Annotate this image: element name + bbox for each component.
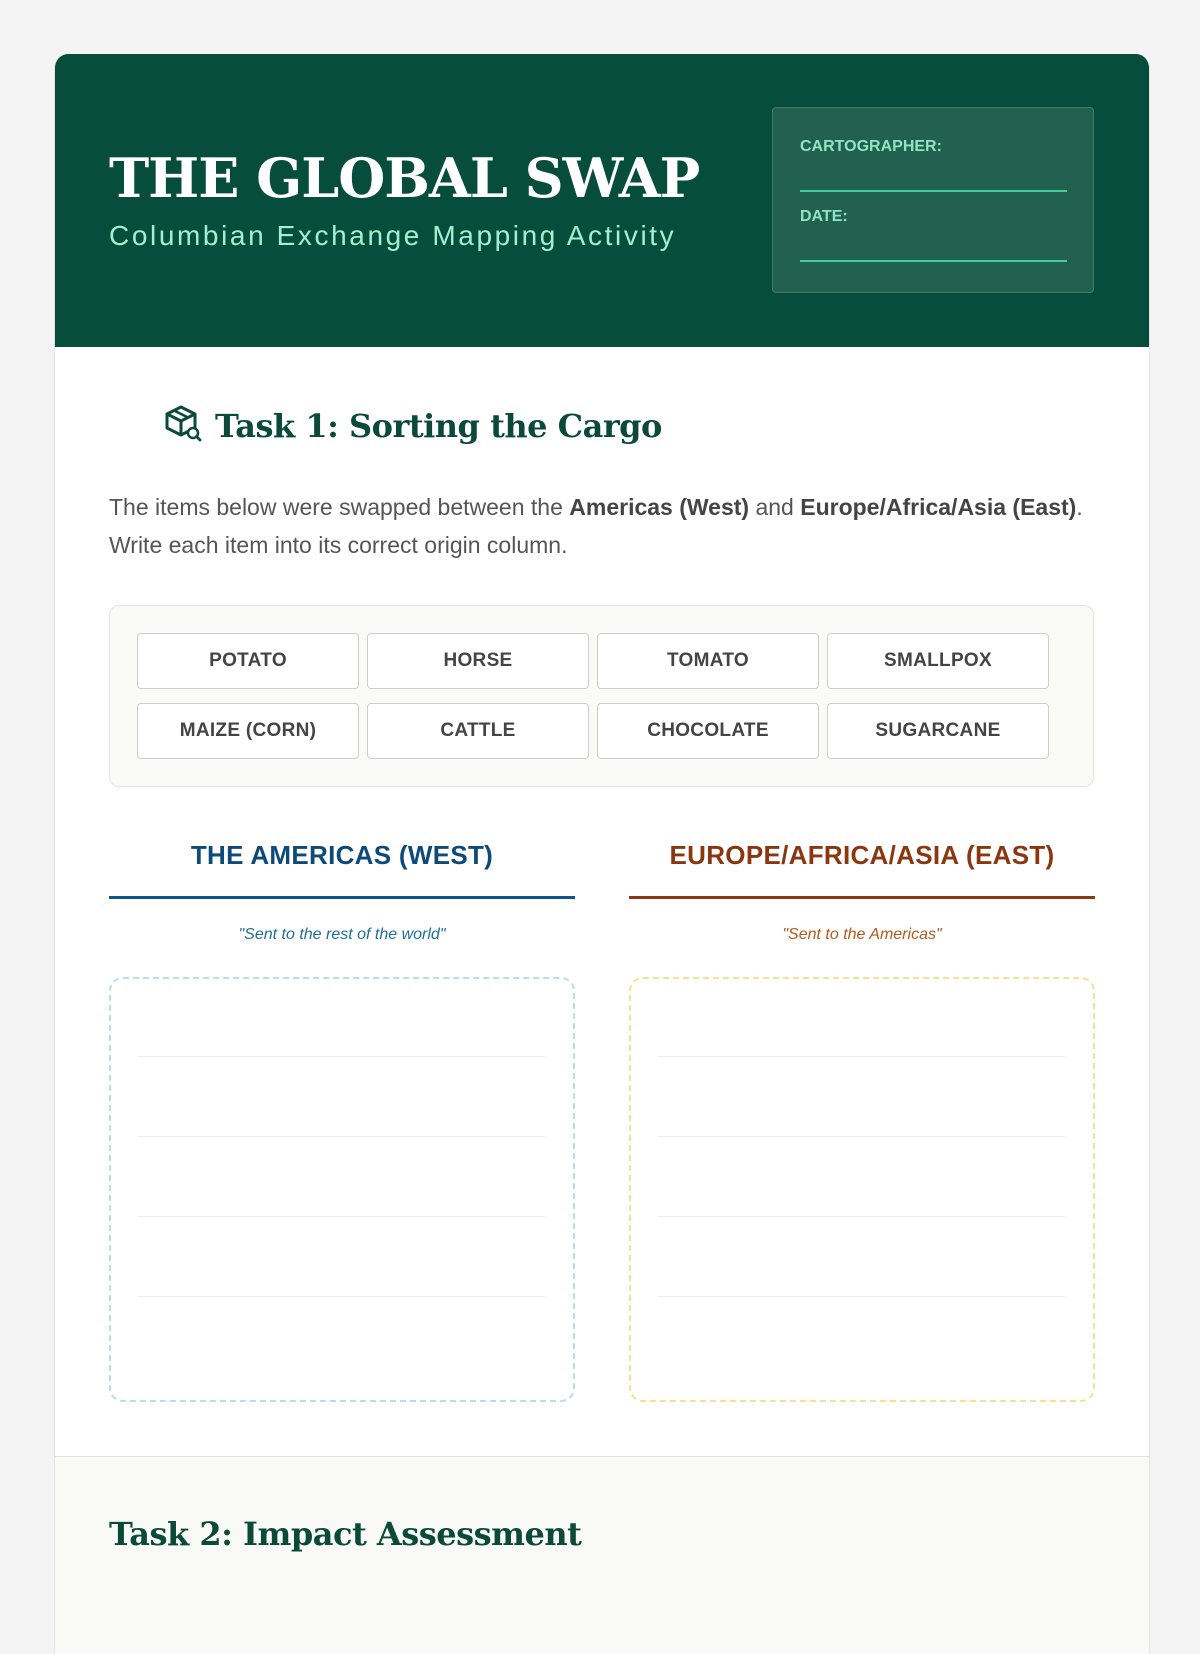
- word-chip[interactable]: HORSE: [367, 633, 589, 689]
- date-field[interactable]: [800, 260, 1067, 262]
- cartographer-field[interactable]: [800, 190, 1067, 192]
- east-answer-box[interactable]: [629, 977, 1095, 1402]
- answer-line[interactable]: [138, 1216, 545, 1217]
- east-column-title: EUROPE/AFRICA/ASIA (EAST): [669, 840, 1055, 870]
- word-chip[interactable]: MAIZE (CORN): [137, 703, 359, 759]
- student-info-box: [772, 107, 1094, 293]
- answer-line[interactable]: [658, 1136, 1065, 1137]
- answer-line[interactable]: [658, 1056, 1065, 1057]
- task1-heading: [163, 403, 662, 445]
- instructions-prefix: The items below were swapped between the: [109, 494, 570, 520]
- word-chip[interactable]: CATTLE: [367, 703, 589, 759]
- header-banner: [55, 54, 1149, 347]
- word-chip[interactable]: TOMATO: [597, 633, 819, 689]
- answer-line[interactable]: [658, 1216, 1065, 1217]
- instructions-middle: and: [749, 494, 801, 520]
- answer-line[interactable]: [658, 1296, 1065, 1297]
- worksheet: [54, 54, 1150, 1654]
- word-chip[interactable]: SUGARCANE: [827, 703, 1049, 759]
- instructions-suffix: . Write each item into its correct origin column.: [109, 494, 1083, 558]
- task1-instructions: [109, 488, 1094, 564]
- page-title: THE GLOBAL SWAP: [109, 146, 700, 210]
- answer-line[interactable]: [138, 1296, 545, 1297]
- west-column-title: THE AMERICAS (WEST): [190, 840, 494, 870]
- task1-heading-text: Task 1: Sorting the Cargo: [215, 407, 662, 445]
- task2-section: [55, 1456, 1149, 1654]
- west-column-note: "Sent to the rest of the world": [238, 926, 446, 943]
- word-chip[interactable]: SMALLPOX: [827, 633, 1049, 689]
- cartographer-label: CARTOGRAPHER:: [800, 138, 942, 155]
- east-column-note: "Sent to the Americas": [782, 926, 942, 943]
- word-chip[interactable]: CHOCOLATE: [597, 703, 819, 759]
- task2-heading: Task 2: Impact Assessment: [109, 1515, 582, 1553]
- word-chip[interactable]: POTATO: [137, 633, 359, 689]
- instructions-west-term: Americas (West): [569, 494, 750, 520]
- west-column-divider: [109, 896, 575, 899]
- east-column-divider: [629, 896, 1095, 899]
- page-subtitle: Columbian Exchange Mapping Activity: [109, 220, 677, 251]
- cargo-box-icon: [163, 403, 203, 443]
- date-label: DATE:: [800, 208, 848, 225]
- answer-line[interactable]: [138, 1136, 545, 1137]
- answer-line[interactable]: [138, 1056, 545, 1057]
- instructions-east-term: Europe/Africa/Asia (East): [800, 494, 1077, 520]
- west-answer-box[interactable]: [109, 977, 575, 1402]
- word-bank: [109, 605, 1094, 787]
